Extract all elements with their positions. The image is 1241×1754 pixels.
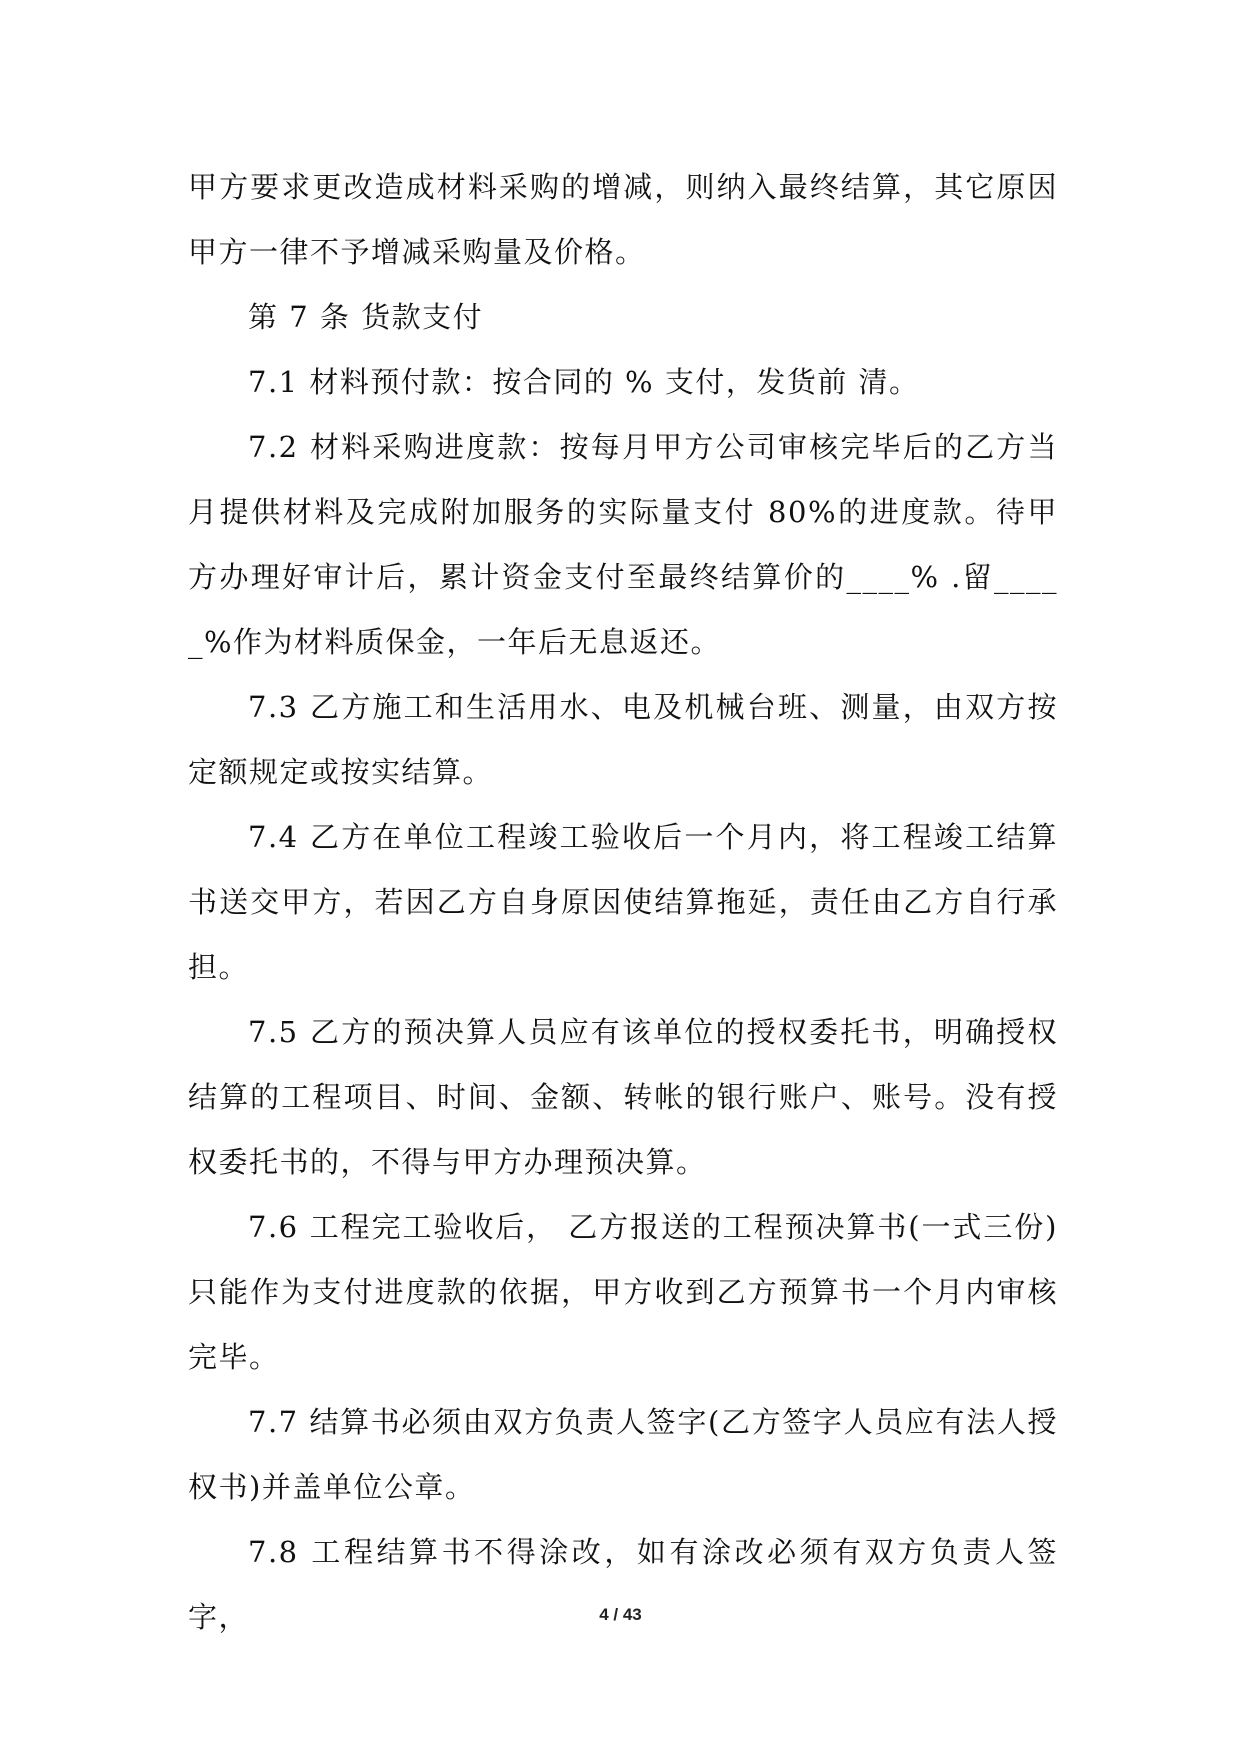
- paragraph-5: 7.3 乙方施工和生活用水、电及机械台班、测量，由双方按定额规定或按实结算。: [188, 690, 1058, 789]
- paragraph-3: 7.1 材料预付款：按合同的 % 支付，发货前 清。: [248, 365, 920, 399]
- paragraph-9: 7.7 结算书必须由双方负责人签字(乙方签字人员应有法人授权书)并盖单位公章。: [188, 1405, 1058, 1504]
- paragraph-8: 7.6 工程完工验收后， 乙方报送的工程预决算书(一式三份)只能作为支付进度款的依据，甲方收到乙方预算书一个月内审核完毕。: [188, 1210, 1058, 1374]
- page-number: 4 / 43: [599, 1605, 642, 1624]
- paragraph-1: 甲方要求更改造成材料采购的增减，则纳入最终结算，其它原因甲方一律不予增减采购量及价格。: [188, 170, 1058, 269]
- document-body: [188, 155, 1058, 1650]
- paragraph-10: 7.8 工程结算书不得涂改，如有涂改必须有双方负责人签字，: [188, 1535, 1058, 1634]
- paragraph-4: 7.2 材料采购进度款：按每月甲方公司审核完毕后的乙方当月提供材料及完成附加服务的实际量支付 80%的进度款。待甲方办理好审计后，累计资金支付至最终结算价的____% .留_____%作为材料质保金，一年后无息返还。: [188, 430, 1058, 659]
- paragraph-2: 第 7 条 货款支付: [248, 300, 484, 334]
- paragraph-6: 7.4 乙方在单位工程竣工验收后一个月内，将工程竣工结算书送交甲方，若因乙方自身原因使结算拖延，责任由乙方自行承担。: [188, 820, 1058, 984]
- paragraph-7: 7.5 乙方的预决算人员应有该单位的授权委托书，明确授权结算的工程项目、时间、金额、转帐的银行账户、账号。没有授权委托书的，不得与甲方办理预决算。: [188, 1015, 1058, 1179]
